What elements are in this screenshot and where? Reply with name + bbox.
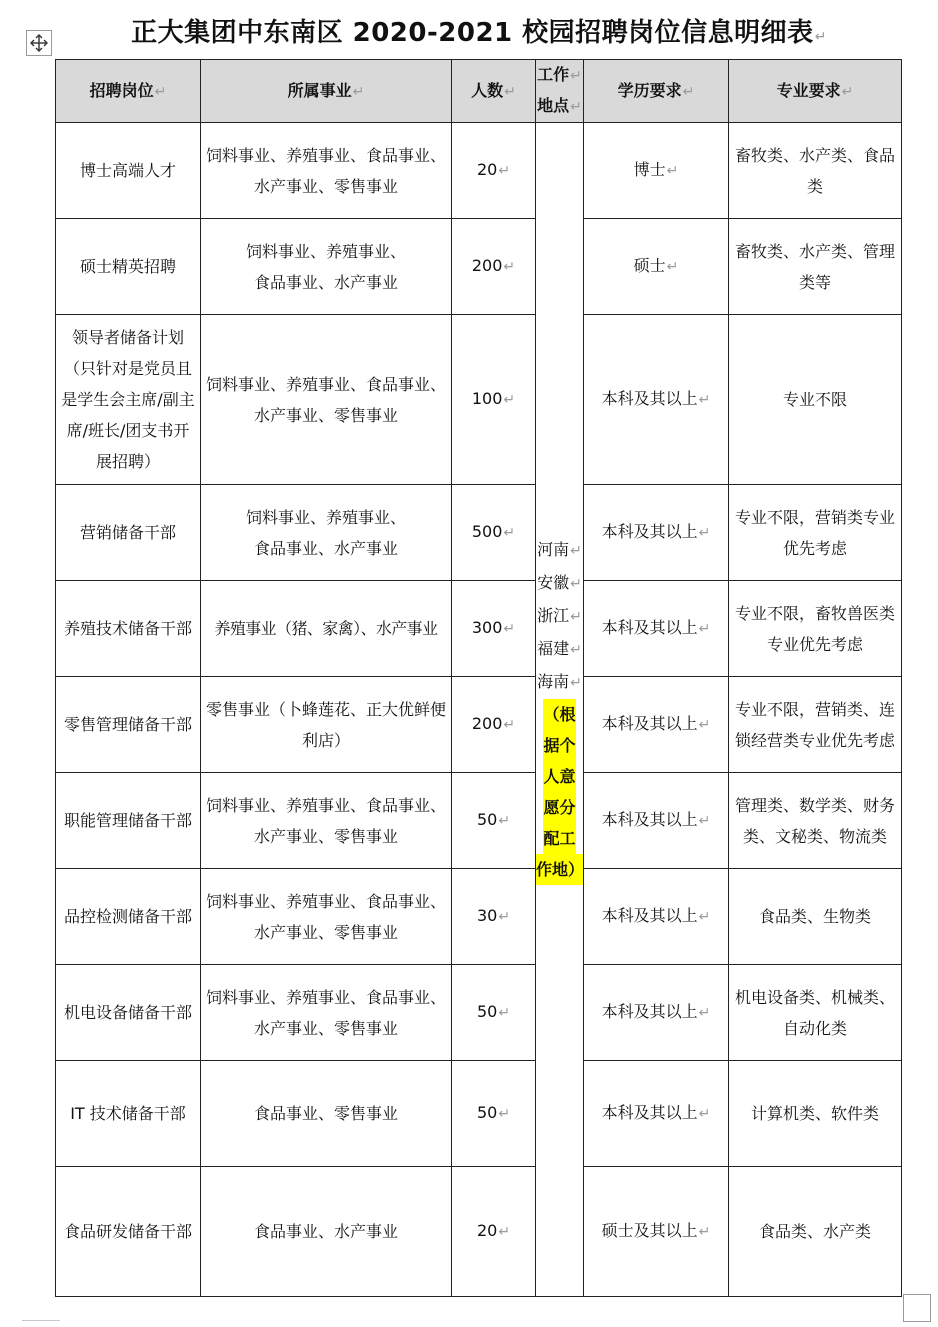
cell-business-line: 饲料事业、养殖事业、 [245,507,406,527]
cell-education [584,581,729,677]
cell-major [729,315,902,485]
header-location: 工作↵ 地点↵ [536,60,584,123]
cell-count-value: 200 [471,714,503,733]
cell-business-line: 饲料事业、养殖事业、食品事业、 [205,795,446,815]
paragraph-mark: ↵ [503,259,516,275]
cell-education-value: 本科及其以上 [601,389,698,408]
table-row [56,1167,902,1297]
cell-education-value: 本科及其以上 [601,810,698,829]
cell-education-value: 本科及其以上 [601,1103,698,1122]
cell-position [56,1061,201,1167]
cell-business [201,1061,452,1167]
cell-major [729,1167,902,1297]
cell-count-value: 30 [476,906,498,925]
paragraph-mark: ↵ [698,392,711,408]
cell-count-value: 500 [471,522,503,541]
cell-major-line: 食品类、生物类 [758,907,871,926]
cell-major-line: 自动化类 [782,1018,847,1038]
location-province: 海南↵ [537,672,582,691]
recruitment-table [55,59,902,1297]
cell-major-line: 畜牧类、水产类、食品 [734,145,895,165]
cell-position [56,1167,201,1297]
cell-count [452,869,536,965]
cell-business-line: 饲料事业、养殖事业、食品事业、 [205,145,446,165]
paragraph-mark: ↵ [503,717,516,733]
cell-education-value: 本科及其以上 [601,522,698,541]
header-business: 所属事业↵ [201,60,452,123]
paragraph-mark: ↵ [503,621,516,637]
cell-position [56,869,201,965]
location-province: 河南↵ [537,540,582,559]
paragraph-mark: ↵ [698,813,711,829]
cell-major-line: 专业不限，营销类、连 [734,699,895,719]
header-education: 学历要求↵ [584,60,729,123]
cell-position [56,315,201,485]
cell-position-line: 领导者储备计划 [71,328,184,347]
table-resize-handle[interactable] [903,1294,931,1322]
cell-position-line: 展招聘） [95,452,160,471]
cell-count [452,965,536,1061]
cell-major-line: 类 [806,176,823,196]
cell-business-line: 水产事业、零售事业 [253,1018,398,1038]
paragraph-mark: ↵ [498,1005,511,1021]
cell-major-line: 专业不限，畜牧兽医类 [734,603,895,623]
location-province: 福建↵ [537,639,582,658]
cell-education-value: 本科及其以上 [601,906,698,925]
cell-major [729,869,902,965]
cell-education-value: 硕士及其以上 [601,1221,698,1240]
cell-business [201,677,452,773]
cell-position-line: 品控检测储备干部 [63,907,192,926]
paragraph-mark: ↵ [698,909,711,925]
header-count: 人数↵ [452,60,536,123]
cell-count [452,1061,536,1167]
location-note: 配工 [543,823,575,854]
cell-major [729,677,902,773]
cell-position-line: 养殖技术储备干部 [63,619,192,638]
cell-business-line: 饲料事业、养殖事业、 [245,241,406,261]
paragraph-mark: ↵ [698,621,711,637]
cell-count [452,1167,536,1297]
cell-major-line: 食品类、水产类 [758,1222,871,1241]
cell-business-line: 饲料事业、养殖事业、食品事业、 [205,374,446,394]
cell-major-line: 计算机类、软件类 [750,1104,879,1123]
cell-count [452,315,536,485]
cell-business-line: 食品事业、水产事业 [253,1222,398,1241]
paragraph-mark: ↵ [498,1106,511,1122]
cell-count-value: 20 [476,160,498,179]
cell-business-line: 饲料事业、养殖事业、食品事业、 [205,891,446,911]
cell-education [584,123,729,219]
cell-major-line: 锁经营类专业优先考虑 [734,730,895,750]
cell-business [201,485,452,581]
cell-count-value: 50 [476,810,498,829]
cell-education [584,869,729,965]
cell-education-value: 本科及其以上 [601,1002,698,1021]
cell-count [452,677,536,773]
cell-position [56,219,201,315]
paragraph-mark: ↵ [814,29,827,45]
cell-business [201,581,452,677]
cell-business-line: 零售事业（卜蜂莲花、正大优鲜便 [205,699,446,719]
cell-education [584,1167,729,1297]
cell-major-line: 畜牧类、水产类、管理 [734,241,895,261]
cell-business [201,773,452,869]
cell-position [56,581,201,677]
table-header-row [56,60,902,123]
cell-business [201,219,452,315]
header-major: 专业要求↵ [729,60,902,123]
cell-count [452,123,536,219]
cell-business [201,315,452,485]
cell-education-value: 硕士 [633,256,666,275]
cell-count-value: 300 [471,618,503,637]
cell-count [452,773,536,869]
cell-business-line: 食品事业、零售事业 [253,1104,398,1123]
cell-major-line: 类、文秘类、物流类 [742,826,887,846]
paragraph-mark: ↵ [498,909,511,925]
table-row [56,485,902,581]
cell-position-line: IT 技术储备干部 [70,1104,186,1123]
cell-count [452,219,536,315]
cell-business [201,123,452,219]
header-position: 招聘岗位↵ [56,60,201,123]
cell-position-line: （只针对是党员且 [63,359,192,378]
cell-major [729,581,902,677]
cell-major-line: 专业优先考虑 [766,634,863,654]
location-note: （根 [543,699,575,730]
cell-education [584,965,729,1061]
location-note: 人意 [543,761,575,792]
cell-business-line: 水产事业、零售事业 [253,405,398,425]
table-row [56,123,902,219]
cell-education [584,485,729,581]
cell-position [56,965,201,1061]
table-row [56,219,902,315]
location-province: 浙江↵ [537,606,582,625]
location-note: 作地） [536,854,583,885]
cell-major [729,485,902,581]
paragraph-mark: ↵ [503,392,516,408]
cell-business-line: 水产事业、零售事业 [253,826,398,846]
table-row [56,869,902,965]
cell-position-line: 食品研发储备干部 [63,1222,192,1241]
cell-major [729,123,902,219]
location-province: 安徽↵ [537,573,582,592]
cell-major-line: 管理类、数学类、财务 [734,795,895,815]
cell-education [584,315,729,485]
cell-count-value: 50 [476,1002,498,1021]
cell-count [452,485,536,581]
cell-education [584,773,729,869]
cell-position-line: 机电设备储备干部 [63,1003,192,1022]
cell-count-value: 50 [476,1103,498,1122]
table-row [56,965,902,1061]
cell-business [201,869,452,965]
cell-major [729,1061,902,1167]
table-row [56,1061,902,1167]
cell-work-location [536,123,584,1297]
cell-major-line: 类等 [798,272,831,292]
cell-business-line: 利店） [301,730,350,750]
location-note: 据个 [543,730,575,761]
paragraph-mark: ↵ [498,813,511,829]
cell-position-line: 席/班长/团支书开 [66,421,190,440]
cell-count-value: 20 [476,1221,498,1240]
paragraph-mark: ↵ [498,1224,511,1240]
paragraph-mark: ↵ [698,1005,711,1021]
cell-position [56,485,201,581]
paragraph-mark: ↵ [698,1106,711,1122]
paragraph-mark: ↵ [666,259,679,275]
cell-major [729,965,902,1061]
cell-position-line: 职能管理储备干部 [63,811,192,830]
cell-count [452,581,536,677]
table-row [56,773,902,869]
cell-position-line: 零售管理储备干部 [63,715,192,734]
cell-count-value: 100 [471,389,503,408]
paragraph-mark: ↵ [498,163,511,179]
table-row [56,315,902,485]
cell-education-value: 本科及其以上 [601,714,698,733]
table-row [56,677,902,773]
cell-business-line: 食品事业、水产事业 [253,272,398,292]
cell-education-value: 博士 [633,160,666,179]
cell-count-value: 200 [471,256,503,275]
cell-business-line: 养殖事业（猪、家禽）、水产事业 [214,619,438,638]
document-title: 正大集团中东南区 2020-2021 校园招聘岗位信息明细表↵ [131,18,827,48]
cell-position-line: 是学生会主席/副主 [61,390,195,409]
table-row [56,581,902,677]
page-margin-line [22,1320,60,1321]
location-note: 愿分 [543,792,575,823]
cell-education [584,677,729,773]
cell-position [56,773,201,869]
cell-education-value: 本科及其以上 [601,618,698,637]
paragraph-mark: ↵ [666,163,679,179]
paragraph-mark: ↵ [503,525,516,541]
cell-major [729,773,902,869]
cell-business [201,965,452,1061]
cell-business-line: 食品事业、水产事业 [253,538,398,558]
cell-education [584,1061,729,1167]
cell-education [584,219,729,315]
cell-business-line: 水产事业、零售事业 [253,176,398,196]
cell-major [729,219,902,315]
cell-business [201,1167,452,1297]
cell-position-line: 硕士精英招聘 [79,257,176,276]
paragraph-mark: ↵ [698,717,711,733]
cell-major-line: 机电设备类、机械类、 [734,987,895,1007]
cell-position [56,677,201,773]
table-move-handle[interactable] [26,30,52,56]
cell-major-line: 专业不限 [782,390,847,409]
cell-major-line: 优先考虑 [782,538,847,558]
cell-position-line: 博士高端人才 [79,161,176,180]
cell-position-line: 营销储备干部 [79,523,176,542]
paragraph-mark: ↵ [698,525,711,541]
cell-business-line: 饲料事业、养殖事业、食品事业、 [205,987,446,1007]
cell-position [56,123,201,219]
paragraph-mark: ↵ [698,1224,711,1240]
move-icon [29,33,49,53]
cell-major-line: 专业不限，营销类专业 [734,507,895,527]
cell-business-line: 水产事业、零售事业 [253,922,398,942]
